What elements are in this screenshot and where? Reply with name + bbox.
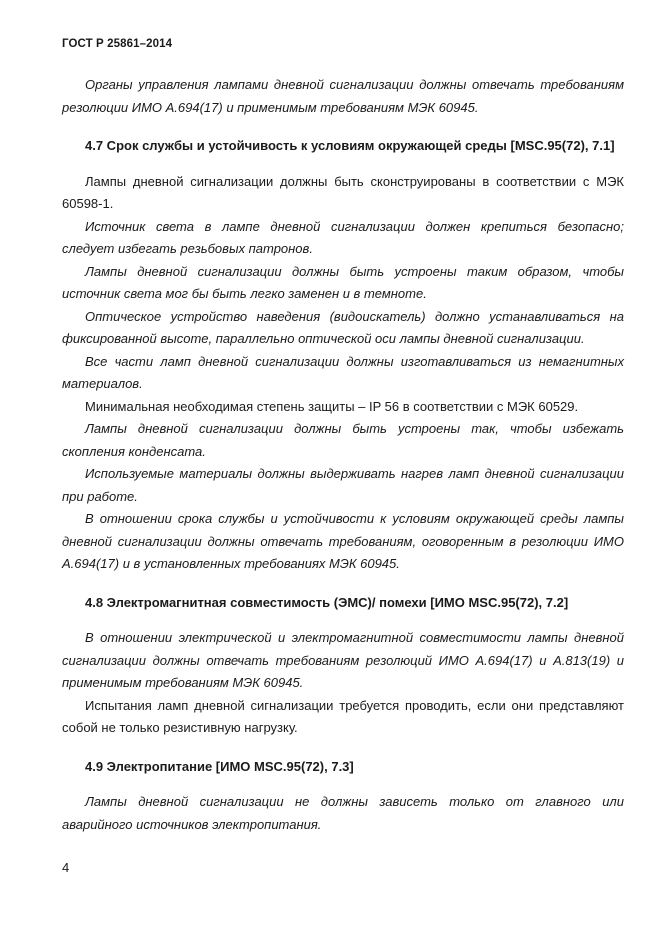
paragraph: Лампы дневной сигнализации должны быть устроены таким образом, чтобы источник света мог бы быть легко заменен и в темноте. [62,263,624,301]
page-number: 4 [62,860,70,875]
paragraph: Минимальная необходимая степень защиты – IP 56 в соответствии с МЭК 60529. [85,398,579,414]
paragraph: Лампы дневной сигнализации должны быть устроены так, чтобы избежать скопления конденсата. [62,421,624,459]
paragraph: В отношении срока службы и устойчивости к условиям окружающей среды лампы дневной сигнализации должны отвечать требованиям, оговоренным в резолюции ИМО A.694(17) и в установленных требованиях МЭК 60945. [62,511,624,571]
paragraph: Все части ламп дневной сигнализации должны изготавливаться из немагнитных материалов. [62,353,624,391]
paragraph: Лампы дневной сигнализации не должны зависеть только от главного или аварийного источников электропитания. [62,794,624,832]
paragraph: В отношении электрической и электромагнитной совместимости лампы дневной сигнализации должны отвечать требованиям резолюций ИМО A.694(17) и A.813(19) и применимым требованиям МЭК 60945. [62,630,624,690]
paragraph: Испытания ламп дневной сигнализации требуется проводить, если они представляют собой не только резистивную нагрузку. [62,697,624,735]
section-heading-4-8: 4.8 Электромагнитная совместимость (ЭМС)/ помехи [ИМО MSC.95(72), 7.2] [85,594,569,610]
paragraph: Используемые материалы должны выдерживать нагрев ламп дневной сигнализации при работе. [62,466,624,504]
document-header: ГОСТ Р 25861–2014 [62,38,173,50]
paragraph: Лампы дневной сигнализации должны быть сконструированы в соответствии с МЭК 60598-1. [62,173,624,211]
paragraph: Источник света в лампе дневной сигнализации должен крепиться безопасно; следует избегать резьбовых патронов. [62,218,624,256]
section-heading-4-7: 4.7 Срок службы и устойчивость к условиям окружающей среды [MSC.95(72), 7.1] [85,138,615,153]
section-heading-4-9: 4.9 Электропитание [ИМО MSC.95(72), 7.3] [85,758,354,774]
paragraph: Оптическое устройство наведения (видоискатель) должно устанавливаться на фиксированной высоте, параллельно оптической оси лампы дневной сигнализации. [62,308,624,346]
document-body [62,74,624,836]
paragraph: Органы управления лампами дневной сигнализации должны отвечать требованиям резолюции ИМО A.694(17) и применимым требованиям МЭК 60945. [62,77,624,115]
